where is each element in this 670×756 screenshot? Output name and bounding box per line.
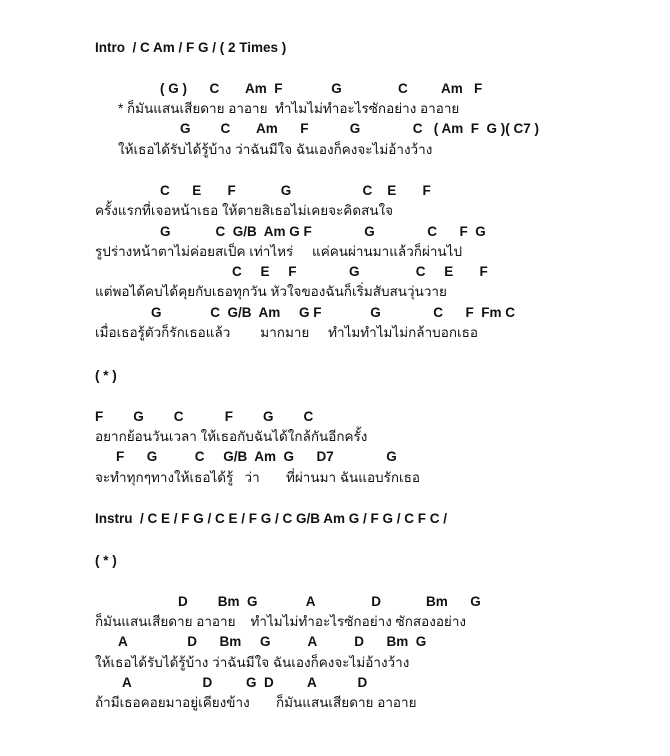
lyric-line: ให้เธอได้รับได้รู้บ้าง ว่าฉันมีใจ ฉันเองก็คงจะไม่อ้างว้าง — [95, 655, 410, 670]
chorus-repeat-marker: ( * ) — [95, 368, 117, 383]
chord-line: A D G D A D — [122, 675, 368, 690]
lyric-line: แต่พอได้คบได้คุยกับเธอทุกวัน หัวใจของฉันก็เริ่มสับสนวุ่นวาย — [95, 284, 447, 299]
lyric-line: ครั้งแรกที่เจอหน้าเธอ ให้ตายสิเธอไม่เคยจะคิดสนใจ — [95, 203, 394, 218]
lyric-line: รูปร่างหน้าตาไม่ค่อยสเป็ค เท่าไหร่ แค่คนผ่านมาแล้วก็ผ่านไป — [95, 244, 463, 259]
lyric-line: อยากย้อนวันเวลา ให้เธอกับฉันได้ใกล้กันอีกครั้ง — [95, 429, 368, 444]
chord-line: ( G ) C Am F G C Am F — [160, 81, 483, 96]
chord-line: F G C G/B Am G D7 G — [116, 449, 397, 464]
chord-line: C E F G C E F — [160, 183, 431, 198]
lyric-line: จะทำทุกๆทางให้เธอได้รู้ ว่า ที่ผ่านมา ฉันแอบรักเธอ — [95, 470, 421, 485]
lyric-line: เมื่อเธอรู้ตัวก็รักเธอแล้ว มากมาย ทำไมทำไมไม่กล้าบอกเธอ — [95, 325, 478, 340]
lyric-line: ถ้ามีเธอคอยมาอยู่เคียงข้าง ก็มันแสนเสียดาย อาอาย — [95, 695, 417, 710]
intro-line: Intro / C Am / F G / ( 2 Times ) — [95, 40, 287, 55]
lyric-line: * ก็มันแสนเสียดาย อาอาย ทำไมไม่ทำอะไรซักอย่าง อาอาย — [118, 101, 460, 116]
lyric-line: ให้เธอได้รับได้รู้บ้าง ว่าฉันมีใจ ฉันเองก็คงจะไม่อ้างว้าง — [118, 142, 433, 157]
chord-line: G C G/B Am G F G C F Fm C — [151, 305, 516, 320]
chord-line: C E F G C E F — [232, 264, 488, 279]
lyric-line: ก็มันแสนเสียดาย อาอาย ทำไมไม่ทำอะไรซักอย่าง ซักสองอย่าง — [95, 614, 467, 629]
chorus-repeat-marker: ( * ) — [95, 553, 117, 568]
chord-line: G C G/B Am G F G C F G — [160, 224, 486, 239]
chord-line: D Bm G A D Bm G — [178, 594, 481, 609]
chord-line: G C Am F G C ( Am F G )( C7 ) — [180, 121, 540, 136]
chord-line: A D Bm G A D Bm G — [118, 634, 427, 649]
instrumental-line: Instru / C E / F G / C E / F G / C G/B Am G / F G / C F C / — [95, 511, 448, 526]
chord-line: F G C F G C — [95, 409, 314, 424]
